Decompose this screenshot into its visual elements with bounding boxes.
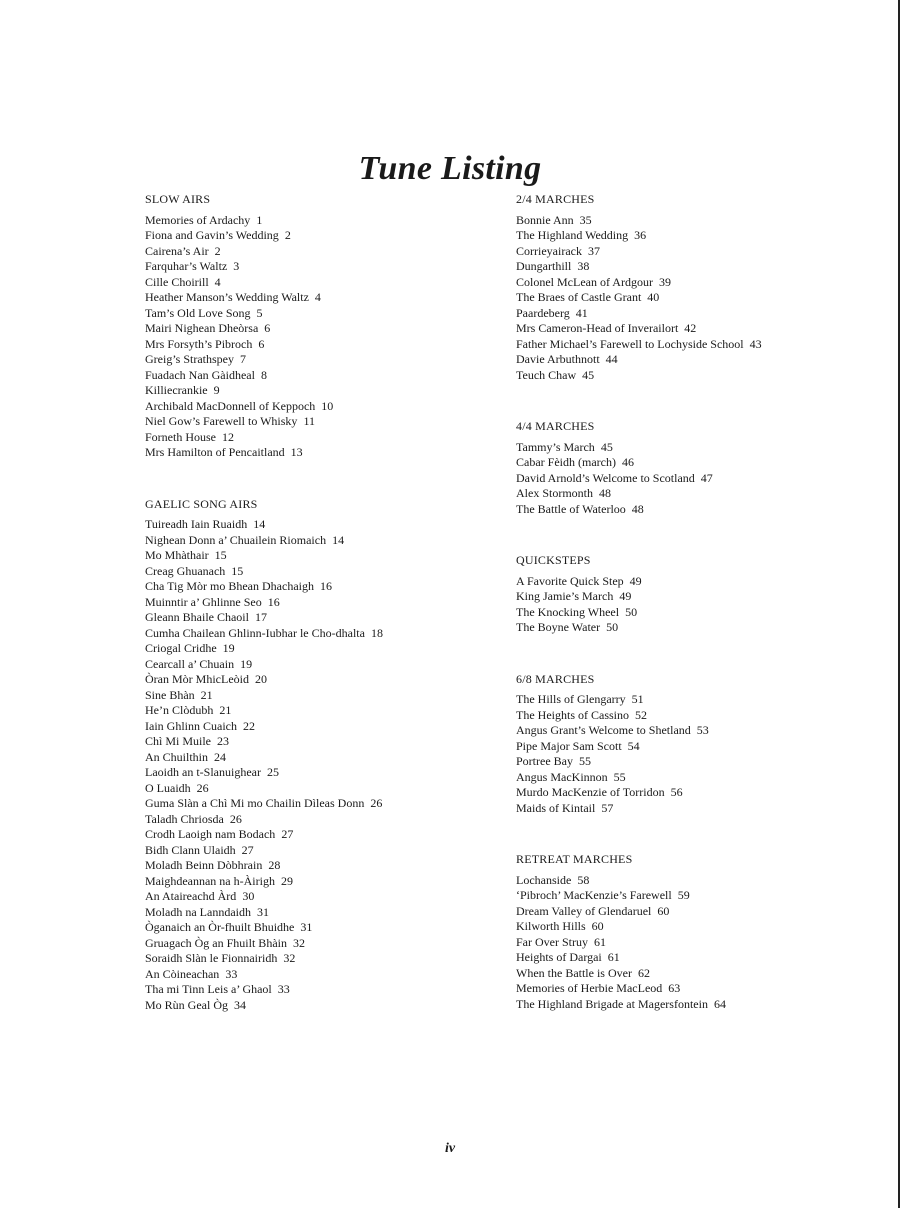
tune-name: Mrs Forsyth’s Pibroch (145, 336, 253, 351)
tune-name: Mrs Hamilton of Pencaitland (145, 445, 285, 459)
tune-page-number: 20 (254, 672, 267, 686)
section-retreat-marches (516, 852, 886, 1012)
tune-page-number: 32 (292, 935, 305, 950)
tune-page-number: 19 (222, 641, 235, 655)
tune-name: Alex Stormonth (516, 486, 593, 500)
tune-name: Dungarthill (516, 259, 572, 273)
tune-page-number: 14 (253, 517, 266, 531)
section-heading: QUICKSTEPS (516, 553, 591, 567)
section-heading: SLOW AIRS (145, 192, 211, 206)
tune-entry (145, 781, 485, 797)
tune-page-number: 19 (240, 656, 253, 671)
tune-name: Cumha Chailean Ghlinn-Iubhar le Cho-dhalta (145, 625, 365, 640)
tune-name: Iain Ghlinn Cuaich (145, 718, 237, 733)
tune-page-number: 55 (578, 754, 591, 768)
tune-name: The Battle of Waterloo (516, 501, 626, 516)
tune-page-number: 14 (332, 532, 345, 547)
tune-page-number: 50 (625, 604, 638, 619)
section-heading: GAELIC SONG AIRS (145, 496, 258, 511)
tune-page-number: 35 (579, 212, 592, 227)
tune-name: Heather Manson’s Wedding Waltz (145, 290, 309, 304)
tune-name: Maighdeannan na h-Àirigh (145, 873, 275, 888)
tune-entry (516, 275, 886, 291)
tune-entry (516, 739, 886, 755)
tune-list (145, 517, 485, 1013)
tune-page-number: 45 (600, 439, 613, 454)
tune-name: An Còineachan (145, 966, 220, 981)
tune-entry (145, 889, 485, 905)
tune-name: Lochanside (516, 872, 572, 887)
tune-name: Davie Arbuthnott (516, 352, 600, 366)
tune-entry (516, 770, 886, 786)
page-number: iv (444, 1141, 456, 1156)
tune-page-number: 26 (370, 796, 383, 810)
tune-entry (145, 967, 485, 983)
section-quicksteps (516, 553, 886, 636)
tune-entry (516, 244, 886, 260)
section-gaelic-song-airs (145, 497, 485, 1014)
tune-name: Gleann Bhaile Chaoil (145, 610, 249, 624)
tune-name: O Luaidh (145, 780, 191, 795)
tune-name: Dream Valley of Glendaruel (516, 903, 652, 918)
tune-entry (516, 259, 886, 275)
tune-page-number: 60 (657, 903, 670, 918)
tune-page-number: 45 (582, 367, 595, 382)
tune-name: Memories of Ardachy (145, 212, 251, 227)
tune-name: Paardeberg (516, 305, 570, 320)
tune-page-number: 9 (213, 383, 220, 397)
tune-name: Taladh Chriosda (145, 811, 224, 826)
section-heading: 6/8 MARCHES (516, 671, 595, 686)
tune-name: Murdo MacKenzie of Torridon (516, 785, 665, 799)
tune-page-number: 28 (268, 858, 281, 872)
tune-page-number: 58 (577, 872, 590, 887)
tune-name: Laoidh an t-Slanuighear (145, 765, 261, 779)
right-column (516, 192, 886, 1012)
tune-list (516, 440, 886, 518)
tune-name: Portree Bay (516, 754, 573, 768)
tune-list (516, 873, 886, 1013)
tune-name: Pipe Major Sam Scott (516, 738, 622, 753)
tune-page-number: 22 (242, 718, 255, 733)
tune-entry (145, 936, 485, 952)
tune-page-number: 10 (321, 398, 334, 413)
tune-entry (145, 610, 485, 626)
tune-name: Cille Choirill (145, 274, 209, 289)
tune-entry (516, 935, 886, 951)
tune-page-number: 31 (300, 920, 313, 934)
tune-page-number: 47 (700, 470, 713, 485)
tune-entry (145, 533, 485, 549)
tune-page-number: 26 (196, 780, 209, 795)
tune-page-number: 16 (267, 594, 280, 609)
tune-entry (516, 321, 886, 337)
tune-name: Òganaich an Òr-fhuilt Bhuidhe (145, 920, 295, 934)
tune-page-number: 8 (260, 367, 267, 382)
tune-name: Criogal Cridhe (145, 641, 217, 655)
tune-name: Gruagach Òg an Fhuilt Bhàin (145, 935, 287, 950)
tune-entry (145, 337, 485, 353)
tune-page-number: 41 (575, 305, 588, 320)
tune-name: Cairena’s Air (145, 243, 209, 258)
tune-name: Father Michael’s Farewell to Lochyside School (516, 336, 744, 351)
tune-name: Far Over Struy (516, 934, 588, 949)
tune-entry (145, 982, 485, 998)
tune-page-number: 42 (684, 321, 697, 335)
tune-page-number: 34 (234, 997, 246, 1012)
tune-entry (516, 368, 886, 384)
tune-entry (145, 259, 485, 275)
tune-entry (145, 951, 485, 967)
tune-name: Angus MacKinnon (516, 769, 608, 784)
tune-entry (516, 950, 886, 966)
tune-entry (145, 579, 485, 595)
tune-page-number: 4 (214, 274, 221, 289)
tune-page-number: 4 (314, 290, 321, 304)
tune-page-number: 12 (222, 429, 234, 444)
tune-page-number: 32 (283, 951, 296, 965)
tune-entry (145, 734, 485, 750)
tune-entry (145, 796, 485, 812)
tune-entry (145, 719, 485, 735)
tune-name: Cabar Fèidh (march) (516, 455, 616, 469)
tune-page-number: 48 (599, 486, 611, 500)
tune-page-number: 49 (629, 573, 642, 588)
tune-page-number: 24 (214, 749, 227, 764)
tune-page-number: 6 (264, 321, 271, 335)
tune-page-number: 16 (320, 579, 332, 593)
tune-page-number: 43 (749, 336, 762, 351)
section-4-4-marches (516, 419, 886, 517)
tune-name: The Hills of Glengarry (516, 692, 626, 706)
tune-page-number: 7 (240, 352, 246, 366)
tune-entry (516, 966, 886, 982)
tune-entry (145, 244, 485, 260)
tune-page-number: 64 (713, 996, 726, 1011)
tune-page-number: 2 (284, 228, 291, 242)
tune-entry (516, 888, 886, 904)
tune-page-number: 11 (303, 414, 315, 428)
tune-name: Cha Tig Mòr mo Bhean Dhachaigh (145, 579, 314, 593)
tune-page-number: 59 (677, 888, 690, 902)
tune-name: Creag Ghuanach (145, 563, 226, 578)
tune-page-number: 62 (637, 965, 650, 980)
tune-name: Greig’s Strathspey (145, 352, 234, 366)
tune-name: Kilworth Hills (516, 919, 586, 933)
tune-name: An Ataireachd Àrd (145, 889, 237, 903)
tune-entry (145, 750, 485, 766)
tune-page-number: 57 (601, 800, 614, 815)
tune-entry (516, 981, 886, 997)
tune-entry (516, 723, 886, 739)
tune-entry (145, 657, 485, 673)
tune-entry (145, 858, 485, 874)
tune-entry (145, 843, 485, 859)
tune-list (516, 692, 886, 816)
tune-name: David Arnold’s Welcome to Scotland (516, 470, 695, 485)
tune-name: An Chuilthin (145, 749, 209, 764)
tune-name: Bonnie Ann (516, 212, 574, 227)
section-2-4-marches (516, 192, 886, 383)
tune-page-number: 53 (696, 723, 709, 737)
tune-page-number: 36 (634, 228, 647, 242)
tune-entry (516, 589, 886, 605)
tune-entry (516, 502, 886, 518)
tune-name: Mrs Cameron-Head of Inverailort (516, 321, 679, 335)
tune-name: Mo Mhàthair (145, 548, 209, 562)
tune-entry (145, 321, 485, 337)
tune-entry (145, 688, 485, 704)
tune-entry (145, 368, 485, 384)
tune-entry (516, 290, 886, 306)
tune-name: The Boyne Water (516, 620, 601, 634)
tune-page-number: 31 (256, 904, 269, 919)
tune-page-number: 27 (281, 827, 294, 841)
tune-name: The Heights of Cassino (516, 707, 629, 722)
tune-entry (516, 337, 886, 353)
tune-entry (145, 517, 485, 533)
tune-page-number: 25 (266, 765, 279, 779)
tune-page-number: 39 (658, 274, 671, 289)
tune-entry (145, 812, 485, 828)
tune-entry (516, 692, 886, 708)
tune-page-number: 21 (219, 703, 232, 717)
tune-page-number: 1 (256, 212, 263, 227)
tune-entry (145, 595, 485, 611)
tune-page-number: 55 (613, 769, 626, 784)
tune-name: Fuadach Nan Gàidheal (145, 367, 255, 382)
tune-name: Angus Grant’s Welcome to Shetland (516, 723, 691, 737)
tune-name: Archibald MacDonnell of Keppoch (145, 398, 316, 413)
tune-entry (145, 874, 485, 890)
tune-name: The Highland Brigade at Magersfontein (516, 996, 708, 1011)
tune-entry (145, 430, 485, 446)
tune-entry (516, 620, 886, 636)
tune-name: Tammy’s March (516, 439, 595, 454)
tune-name: Soraidh Slàn le Fionnairidh (145, 951, 278, 965)
tune-entry (516, 754, 886, 770)
tune-entry (516, 306, 886, 322)
tune-page-number: 50 (606, 620, 619, 634)
section-slow-airs (145, 192, 485, 461)
tune-entry (145, 564, 485, 580)
tune-page-number: 33 (225, 966, 238, 981)
tune-name: Heights of Dargai (516, 950, 602, 964)
tune-entry (516, 213, 886, 229)
tune-entry (145, 445, 485, 461)
tune-page-number: 18 (370, 625, 383, 640)
tune-name: Fiona and Gavin’s Wedding (145, 228, 279, 242)
tune-page-number: 37 (587, 243, 600, 258)
tune-page-number: 3 (233, 259, 240, 273)
tune-page-number: 27 (241, 842, 254, 857)
tune-page-number: 61 (607, 950, 620, 964)
tune-page-number: 29 (280, 873, 293, 888)
tune-name: ‘Pibroch’ MacKenzie’s Farewell (516, 888, 672, 902)
tune-name: Muinntir a’ Ghlinne Seo (145, 594, 262, 609)
tune-entry (145, 672, 485, 688)
tune-entry (516, 440, 886, 456)
page-title: Tune Listing (358, 149, 542, 187)
tune-entry (145, 641, 485, 657)
tune-name: Mairi Nighean Dheòrsa (145, 321, 259, 335)
tune-name: Farquhar’s Waltz (145, 259, 228, 273)
tune-name: The Braes of Castle Grant (516, 290, 642, 304)
tune-name: Tuireadh Iain Ruaidh (145, 517, 248, 531)
tune-name: Cearcall a’ Chuain (145, 656, 235, 671)
section-6-8-marches (516, 672, 886, 817)
tune-page-number: 44 (605, 352, 618, 366)
left-column (145, 192, 485, 1013)
tune-page-number: 52 (635, 707, 647, 722)
tune-name: Colonel McLean of Ardgour (516, 274, 653, 289)
tune-entry (145, 228, 485, 244)
tune-entry (145, 905, 485, 921)
tune-entry (516, 997, 886, 1013)
tune-entry (516, 228, 886, 244)
tune-entry (145, 920, 485, 936)
tune-entry (516, 801, 886, 817)
tune-name: Tam’s Old Love Song (145, 305, 251, 320)
tune-name: Corrieyairack (516, 243, 582, 258)
tune-page-number: 15 (214, 548, 227, 562)
tune-entry (145, 998, 485, 1014)
tune-page-number: 51 (631, 692, 644, 706)
tune-name: Òran Mòr MhicLeòid (145, 672, 249, 686)
tune-page-number: 30 (242, 889, 255, 903)
section-heading: RETREAT MARCHES (516, 852, 633, 866)
tune-name: Nighean Donn a’ Chuailein Riomaich (145, 532, 327, 547)
tune-name: Moladh Beinn Dòbhrain (145, 858, 263, 872)
tune-entry (145, 703, 485, 719)
tune-page-number: 13 (290, 445, 303, 459)
section-heading: 4/4 MARCHES (516, 419, 595, 433)
tune-entry (516, 471, 886, 487)
tune-entry (145, 275, 485, 291)
tune-list (145, 213, 485, 461)
tune-page-number: 60 (591, 919, 604, 933)
tune-entry (516, 455, 886, 471)
tune-name: Forneth House (145, 429, 216, 444)
tune-list (516, 213, 886, 384)
tune-page-number: 23 (217, 734, 230, 748)
tune-page-number: 33 (277, 982, 290, 996)
tune-name: A Favorite Quick Step (516, 573, 624, 588)
tune-name: When the Battle is Over (516, 965, 632, 980)
tune-entry (145, 548, 485, 564)
tune-page-number: 56 (670, 785, 683, 799)
tune-page-number: 38 (577, 259, 590, 273)
tune-name: He’n Clòdubh (145, 703, 214, 717)
tune-page-number: 61 (594, 934, 606, 949)
tune-entry (516, 708, 886, 724)
tune-page-number: 48 (631, 501, 644, 516)
tune-name: Bidh Clann Ulaidh (145, 842, 236, 857)
tune-entry (145, 352, 485, 368)
tune-entry (516, 605, 886, 621)
tune-name: Chì Mi Muile (145, 734, 212, 748)
tune-name: Killiecrankie (145, 383, 208, 397)
tune-name: Tha mi Tinn Leis a’ Ghaol (145, 982, 272, 996)
tune-page-number: 5 (256, 305, 263, 320)
tune-name: Memories of Herbie MacLeod (516, 981, 663, 995)
tune-name: Sine Bhàn (145, 687, 195, 702)
tune-name: Mo Rùn Geal Òg (145, 997, 228, 1012)
tune-page-number: 2 (214, 243, 221, 258)
tune-name: The Highland Wedding (516, 228, 629, 242)
tune-entry (145, 213, 485, 229)
tune-name: Crodh Laoigh nam Bodach (145, 827, 276, 841)
tune-page-number: 21 (200, 687, 213, 702)
tune-entry (145, 383, 485, 399)
tune-entry (145, 306, 485, 322)
tune-page-number: 49 (619, 589, 632, 603)
tune-entry (516, 486, 886, 502)
tune-list (516, 574, 886, 636)
tune-name: Niel Gow’s Farewell to Whisky (145, 414, 298, 428)
tune-entry (516, 352, 886, 368)
tune-page-number: 6 (258, 336, 265, 351)
tune-page-number: 26 (229, 811, 242, 826)
tune-page-number: 63 (668, 981, 681, 995)
tune-entry (145, 765, 485, 781)
tune-entry (145, 827, 485, 843)
tune-entry (145, 290, 485, 306)
tune-page-number: 46 (621, 455, 634, 469)
tune-name: The Knocking Wheel (516, 604, 620, 619)
tune-entry (145, 414, 485, 430)
tune-entry (516, 785, 886, 801)
tune-name: Maids of Kintail (516, 800, 596, 815)
tune-name: Guma Slàn a Chì Mi mo Chailin Dìleas Donn (145, 796, 365, 810)
tune-entry (145, 399, 485, 415)
tune-entry (516, 574, 886, 590)
tune-entry (516, 919, 886, 935)
tune-name: King Jamie’s March (516, 589, 614, 603)
tune-name: Moladh na Lanndaidh (145, 904, 251, 919)
tune-page-number: 54 (627, 738, 640, 753)
tune-page-number: 17 (254, 610, 267, 624)
section-heading: 2/4 MARCHES (516, 192, 595, 206)
tune-name: Teuch Chaw (516, 367, 577, 382)
tune-entry (145, 626, 485, 642)
tune-entry (516, 873, 886, 889)
tune-page-number: 15 (231, 563, 244, 578)
tune-entry (516, 904, 886, 920)
tune-page-number: 40 (647, 290, 660, 304)
